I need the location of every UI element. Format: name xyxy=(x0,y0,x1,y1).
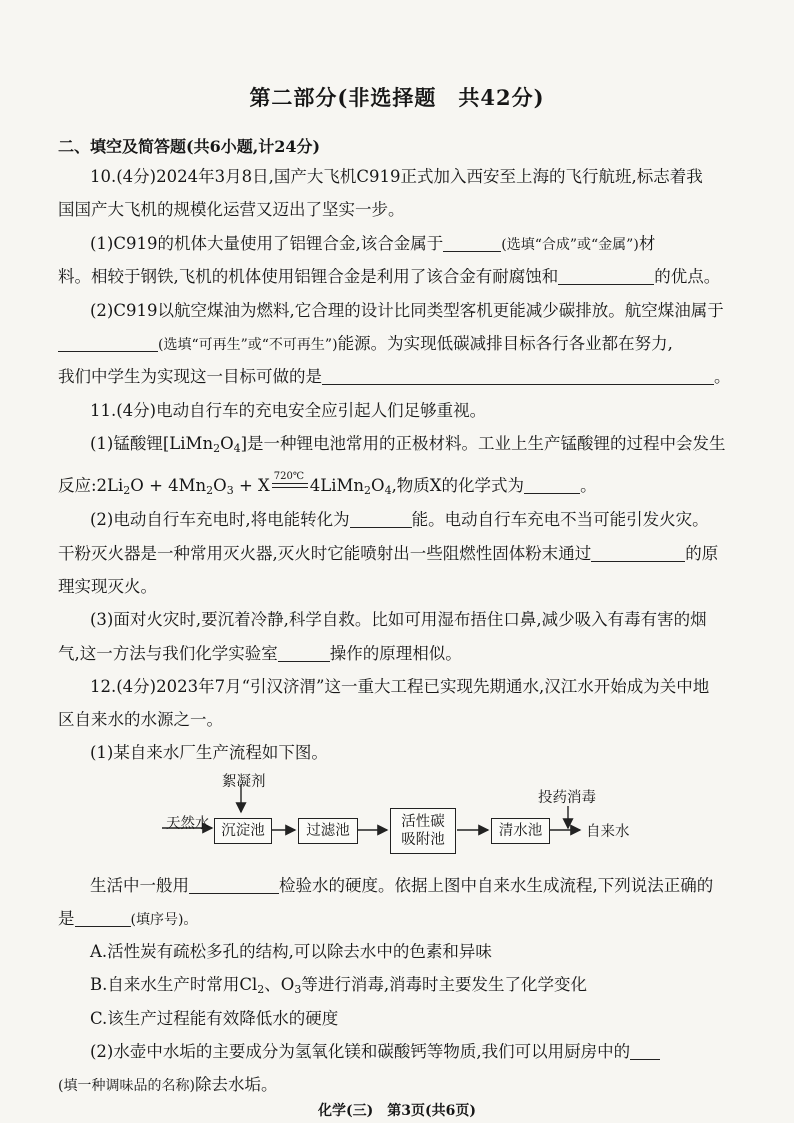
eq-text: + X xyxy=(233,476,270,495)
q12-intro-line2: 区自来水的水源之一。 xyxy=(58,710,223,729)
answer-blank[interactable] xyxy=(443,235,501,252)
q12-text: 生活中一般用 xyxy=(90,876,189,895)
q12-part2-text: (2)水壶中水垢的主要成分为氢氧化镁和碳酸钙等物质,我们可以用厨房中的 xyxy=(90,1042,631,1061)
q12-part1-line1 xyxy=(90,875,738,897)
option-c: C.该生产过程能有效降低水的硬度 xyxy=(90,1009,339,1028)
section-heading: 二、填空及简答题(共6小题,计24分) xyxy=(58,137,321,156)
subscript: 2 xyxy=(206,484,214,497)
q11-equation-line xyxy=(58,471,738,502)
option-b-text: B.自来水生产时常用Cl xyxy=(90,975,258,994)
q12-part2-line1 xyxy=(90,1041,738,1063)
q10-part1-line2 xyxy=(58,266,738,288)
q11-part1-line1 xyxy=(90,433,738,460)
flow-step-filtration: 过滤池 xyxy=(298,818,358,844)
answer-blank[interactable] xyxy=(75,910,131,927)
adsorption-label-top: 活性碳 xyxy=(401,814,445,830)
flow-step-sedimentation: 沉淀池 xyxy=(214,818,272,844)
q11-part3-text: 气,这一方法与我们化学实验室 xyxy=(58,644,278,663)
q10-part2-text: 能源。为实现低碳减排目标各行各业都在努力, xyxy=(337,334,673,353)
q11-part3-line2 xyxy=(58,643,738,665)
subscript: 3 xyxy=(226,484,234,497)
flow-step-clearwater: 清水池 xyxy=(491,818,550,844)
eq-text: 反应:2Li xyxy=(58,476,124,495)
eq-text: 4LiMn xyxy=(309,476,365,495)
subscript: 4 xyxy=(384,484,392,497)
q12-part1-line2 xyxy=(58,908,738,931)
subscript: 3 xyxy=(294,983,302,996)
q11-part2-text: (2)电动自行车充电时,将电能转化为 xyxy=(90,510,350,529)
eq-text: O xyxy=(371,476,385,495)
q12-hint: (填序号)。 xyxy=(130,912,198,928)
q12-part2-hint: (填一种调味品的名称) xyxy=(58,1078,195,1094)
q10-part2-hint: (选填“可再生”或“不可再生”) xyxy=(158,337,338,353)
q10-part1-hint: (选填“合成”或“金属”) xyxy=(501,237,639,253)
q11-part2-line1 xyxy=(90,509,738,531)
q11-part2-line2 xyxy=(58,543,738,565)
part-title: 第二部分(非选择题 共42分) xyxy=(249,85,545,110)
answer-blank[interactable] xyxy=(350,511,412,528)
q11-part1-text-a: (1)锰酸锂[LiMn xyxy=(90,434,214,453)
option-b-text: 等进行消毒,消毒时主要发生了化学变化 xyxy=(301,975,588,994)
q12-text-tail: 检验水的硬度。依据上图中自来水生成流程,下列说法正确的 xyxy=(279,876,714,895)
q10-part2-line3 xyxy=(58,366,738,388)
water-treatment-flowchart xyxy=(150,768,670,878)
q10-part2-line1: (2)C919以航空煤油为燃料,它合理的设计比同类型客机更能减少碳排放。航空煤油属于 xyxy=(90,301,724,320)
q11-part2-tail: 能。电动自行车充电不当可能引发火灾。 xyxy=(411,510,709,529)
q12-text2: 是 xyxy=(58,909,75,928)
q10-intro-line1: 10.(4分)2024年3月8日,国产大飞机C919正式加入西安至上海的飞行航班,标志着我 xyxy=(90,167,703,186)
q12-intro-line1: 12.(4分)2023年7月“引汉济渭”这一重大工程已实现先期通水,汉江水开始成为关中地 xyxy=(90,677,710,696)
q11-part2-text2: 干粉灭火器是一种常用灭火器,灭火时它能喷射出一些阻燃性固体粉末通过 xyxy=(58,544,592,563)
q10-part1-tail2: 的优点。 xyxy=(654,267,721,286)
adsorption-label-bottom: 吸附池 xyxy=(401,832,445,848)
eq-text: ,物质X的化学式为 xyxy=(391,476,525,495)
page-footer: 化学(三) 第3页(共6页) xyxy=(318,1103,476,1119)
answer-blank[interactable] xyxy=(189,877,279,894)
option-b-text: 、O xyxy=(264,975,295,994)
subscript: 2 xyxy=(364,484,372,497)
subscript: 2 xyxy=(123,484,131,497)
option-a: A.活性炭有疏松多孔的结构,可以除去水中的色素和异味 xyxy=(90,942,492,961)
eq-text: O + 4Mn xyxy=(130,476,207,495)
subscript: 4 xyxy=(233,442,241,455)
q12-part1-intro: (1)某自来水厂生产流程如下图。 xyxy=(90,743,328,762)
additive-label: 絮凝剂 xyxy=(222,774,266,790)
q10-part1-line1 xyxy=(90,233,738,256)
answer-blank[interactable] xyxy=(558,268,654,285)
answer-blank[interactable] xyxy=(58,335,158,352)
answer-blank[interactable] xyxy=(591,545,685,562)
q11-part3-line1: (3)面对火灾时,要沉着冷静,科学自救。比如可用湿布捂住口鼻,减少吸入有毒有害的烟 xyxy=(90,610,707,629)
q10-part2-text2: 我们中学生为实现这一目标可做的是 xyxy=(58,367,322,386)
flow-step-adsorption xyxy=(390,808,456,854)
q11-part1-text-b: O xyxy=(220,434,234,453)
q10-part1-text: (1)C919的机体大量使用了铝锂合金,该合金属于 xyxy=(90,234,444,253)
q11-part1-text-c: ]是一种锂电池常用的正极材料。工业上生产锰酸锂的过程中会发生 xyxy=(240,434,726,453)
q11-part2-line3: 理实现灭火。 xyxy=(58,577,157,596)
q10-part2-end: 。 xyxy=(714,367,731,386)
q10-intro-line2: 国国产大飞机的规模化运营又迈出了坚实一步。 xyxy=(58,200,405,219)
reaction-condition: 720℃ xyxy=(273,471,305,482)
eq-end: 。 xyxy=(580,476,597,495)
q12-part2-tail: 除去水垢。 xyxy=(194,1075,278,1094)
answer-blank[interactable] xyxy=(322,368,714,385)
q11-part3-tail: 操作的原理相似。 xyxy=(329,644,462,663)
input-label: 天然水 xyxy=(166,816,210,832)
option-b xyxy=(90,974,587,1001)
subscript: 2 xyxy=(257,983,265,996)
answer-blank[interactable] xyxy=(524,477,580,494)
q11-intro: 11.(4分)电动自行车的充电安全应引起人们足够重视。 xyxy=(90,401,487,420)
answer-blank[interactable] xyxy=(278,645,330,662)
q10-part2-line2 xyxy=(58,333,738,356)
reaction-equals-sign xyxy=(270,471,310,494)
q11-part2-tail2: 的原 xyxy=(685,544,719,563)
q10-part1-text2: 料。相较于钢铁,飞机的机体使用铝锂合金是利用了该合金有耐腐蚀和 xyxy=(58,267,559,286)
q12-part2-line2 xyxy=(58,1074,738,1097)
eq-text: O xyxy=(213,476,227,495)
output-label: 自来水 xyxy=(586,824,630,840)
disinfect-label: 投药消毒 xyxy=(538,790,596,806)
answer-blank[interactable] xyxy=(630,1043,660,1060)
q10-part1-tail: 材 xyxy=(638,234,656,253)
subscript: 2 xyxy=(213,442,221,455)
